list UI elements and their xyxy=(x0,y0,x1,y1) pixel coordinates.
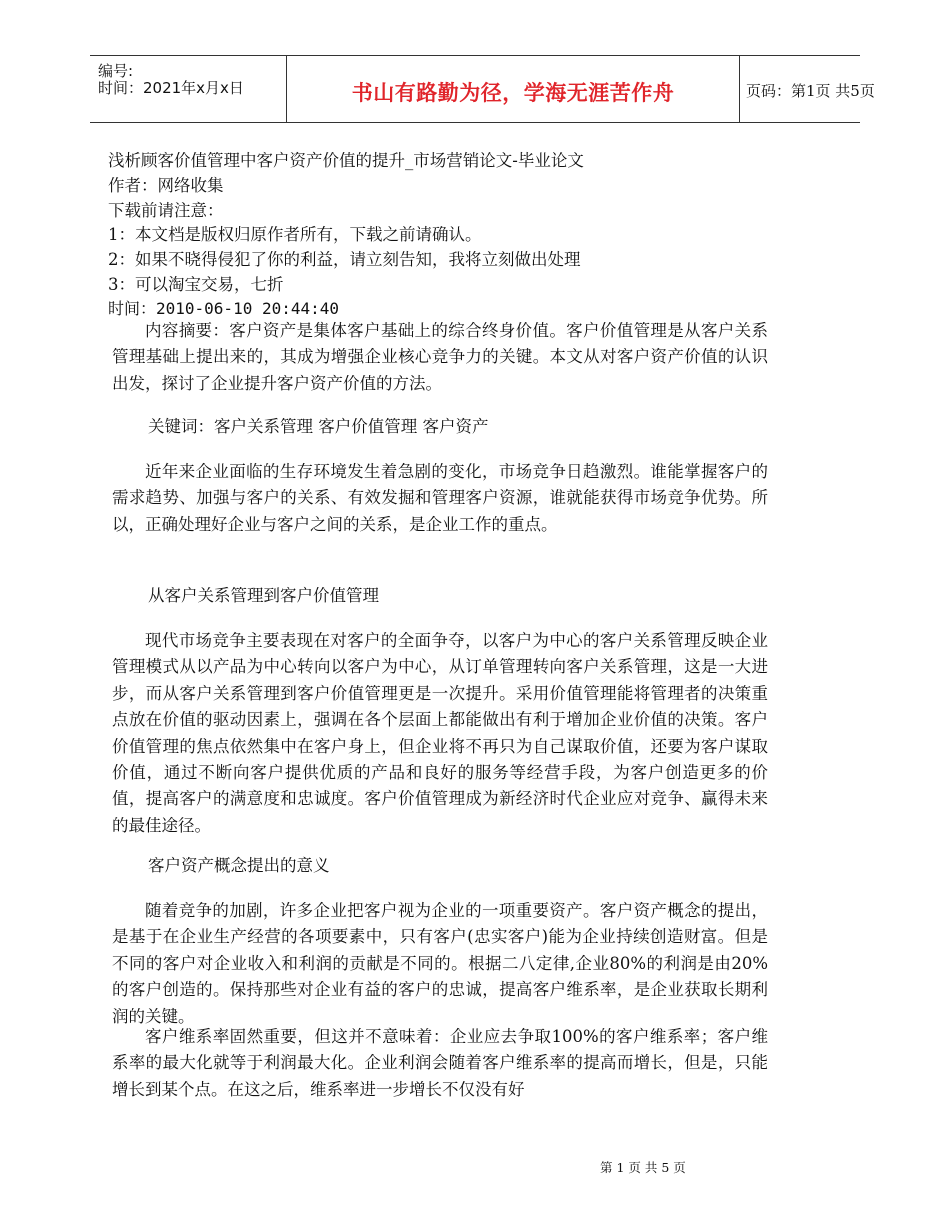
notice-item: 1：本文档是版权归原作者所有，下载之前请确认。 xyxy=(108,225,482,244)
document-author: 作者：网络收集 xyxy=(108,176,224,195)
header-left-cell xyxy=(90,56,286,122)
document-time-label: 时间：2021年x月x日 xyxy=(98,79,244,97)
document-time: 时间：2010-06-10 20:44:40 xyxy=(108,299,340,318)
header-motto: 书山有路勤为径，学海无涯苦作舟 xyxy=(351,80,675,105)
section-heading: 客户资产概念提出的意义 xyxy=(148,856,330,875)
notice-title: 下载前请注意： xyxy=(108,201,224,220)
intro-paragraph: 近年来企业面临的生存环境发生着急剧的变化，市场竞争日趋激烈。谁能掌握客户的需求趋势、加强与客户的关系、有效发掘和管理客户资源，谁就能获得市场竞争优势。所以，正确处理好企业与客户之间的关系，是企业工作的重点。 xyxy=(112,462,768,534)
header-right-cell xyxy=(738,56,875,122)
notice-item: 2：如果不晓得侵犯了你的利益，请立刻告知，我将立刻做出处理 xyxy=(108,250,581,269)
document-number-label: 编号: xyxy=(98,62,134,80)
document-title: 浅析顾客价值管理中客户资产价值的提升_市场营销论文-毕业论文 xyxy=(108,151,584,170)
body-paragraph: 现代市场竞争主要表现在对客户的全面争夺，以客户为中心的客户关系管理反映企业管理模式从以产品为中心转向以客户为中心，从订单管理转向客户关系管理，这是一大进步，而从客户关系管理到客户价值管理更是一次提升。采用价值管理能将管理者的决策重点放在价值的驱动因素上，强调在各个层面上都能做出有利于增加企业价值的决策。客户价值管理的焦点依然集中在客户身上，但企业将不再只为自己谋取价值，还要为客户谋取价值，通过不断向客户提供优质的产品和良好的服务等经营手段，为客户创造更多的价值，提高客户的满意度和忠诚度。客户价值管理成为新经济时代企业应对竞争、赢得未来的最佳途径。 xyxy=(112,631,768,835)
page-footer: 第 1 页 共 5 页 xyxy=(600,1160,686,1175)
page-header xyxy=(90,55,875,123)
section-heading: 从客户关系管理到客户价值管理 xyxy=(148,586,379,605)
header-center-cell xyxy=(286,56,740,122)
notice-item: 3：可以淘宝交易，七折 xyxy=(108,275,284,294)
body-paragraph: 随着竞争的加剧，许多企业把客户视为企业的一项重要资产。客户资产概念的提出，是基于在企业生产经营的各项要素中，只有客户(忠实客户)能为企业持续创造财富。但是不同的客户对企业收入和利润的贡献是不同的。根据二八定律,企业80%的利润是由20%的客户创造的。保持那些对企业有益的客户的忠诚，提高客户维系率，是企业获取长期利润的关键。 xyxy=(112,901,768,1026)
keywords-line: 关键词：客户关系管理 客户价值管理 客户资产 xyxy=(148,417,489,436)
header-page-info: 页码：第1页 共5页 xyxy=(746,82,875,100)
abstract-paragraph: 内容摘要：客户资产是集体客户基础上的综合终身价值。客户价值管理是从客户关系管理基础上提出来的，其成为增强企业核心竞争力的关键。本文从对客户资产价值的认识出发，探讨了企业提升客户资产价值的方法。 xyxy=(112,321,768,393)
body-paragraph: 客户维系率固然重要，但这并不意味着：企业应去争取100%的客户维系率；客户维系率的最大化就等于利润最大化。企业利润会随着客户维系率的提高而增长，但是，只能增长到某个点。在这之后，维系率进一步增长不仅没有好 xyxy=(112,1027,768,1099)
